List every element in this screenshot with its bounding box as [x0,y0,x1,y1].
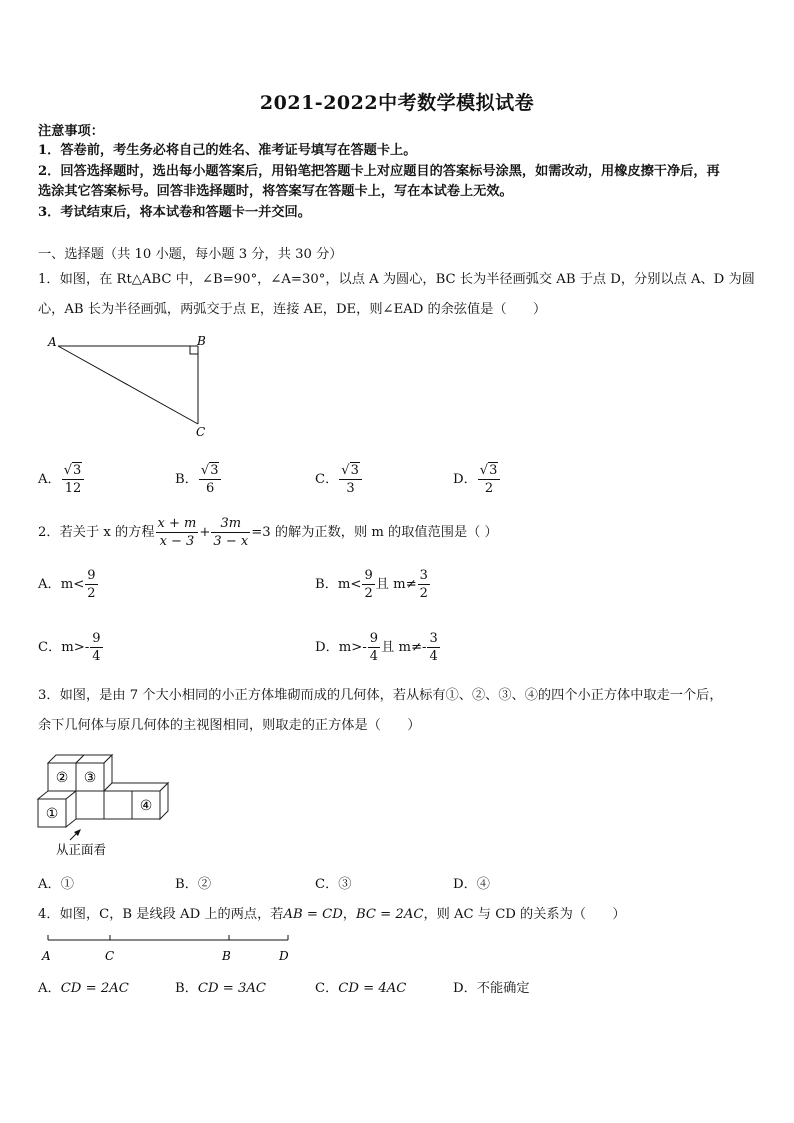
fraction-denominator: 3 − x [213,534,249,549]
q3-cube-figure [36,748,196,860]
point-label-b: B [222,949,231,963]
q4-text-post: ，则 AC 与 CD 的关系为（ ） [423,907,626,922]
option-denominator: 3 [346,481,355,496]
option-numerator: 9 [87,568,96,583]
option-text: 不能确定 [476,981,530,996]
notice-heading: 注意事项： [38,124,104,139]
option-letter: B． [175,981,198,996]
option-letter: A． [38,472,61,487]
option-numerator: 3 [210,463,219,478]
fraction-numerator: 3m [211,515,250,533]
point-label-a: A [42,949,51,963]
q4-option-c[interactable] [315,977,406,996]
option-denominator: 2 [484,481,494,496]
option-denominator: 2 [87,586,96,601]
q4-text-pre: 4．如图，C，B 是线段 AD 上的两点，若 [38,907,284,922]
q2-option-b[interactable] [315,567,431,602]
option-letter: D． [453,472,477,487]
q3-option-d[interactable]: D．④ [453,877,490,892]
option-numerator: 3 [73,463,82,478]
option-letter: C． [315,472,339,487]
point-label-d: D [279,949,289,963]
option-letter: D．m>- [315,640,367,655]
option-numerator: 9 [92,631,101,646]
cube-label-2: ② [55,770,69,786]
option-letter: C． [315,981,339,996]
option-denominator: 4 [369,649,379,664]
q4-equation-2: BC = 2AC [355,907,424,922]
q2-text-pre: 2．若关于 x 的方程 [38,525,155,540]
notice-item: 1．答卷前，考生务必将自己的姓名、准考证号填写在答题卡上。 [38,143,417,158]
q1-text-line1: 1．如图，在 Rt△ABC 中，∠B=90°，∠A=30°，以点 A 为圆心，BC 长为半径画弧交 AB 于点 D，分别以点 A、D 为圆 [38,272,755,287]
option-numerator: 9 [369,631,379,646]
page-title: 2021-2022中考数学模拟试卷 [259,92,535,114]
option-letter: A． [38,981,61,996]
option-numerator: 3 [489,463,498,478]
q4-option-b[interactable] [175,977,266,996]
option-numerator: 3 [350,463,359,478]
q2-option-c[interactable] [38,630,104,665]
option-denominator: 2 [364,586,373,601]
option-text: CD = 4AC [338,981,407,996]
q3-text-line2: 余下几何体与原几何体的主视图相同，则取走的正方体是（ ） [38,718,421,733]
q2-text-post: =3 的解为正数，则 m 的取值范围是（ ） [251,525,498,540]
option-letter: D． [453,981,477,996]
notice-item: 3．考试结束后，将本试卷和答题卡一并交回。 [38,205,311,220]
q3-option-b[interactable]: B．② [175,877,212,892]
q4-option-a[interactable] [38,977,129,996]
q1-option-a[interactable]: A． $\frac{√3}{12}$ [38,462,85,497]
option-text: CD = 2AC [60,981,129,996]
vertex-label-c: C [196,425,206,439]
fraction-numerator: x + m [157,516,197,531]
notice-item: 选涂其它答案标号。回答非选择题时，将答案写在答题卡上，写在本试卷上无效。 [38,184,513,199]
option-text: CD = 3AC [197,981,266,996]
q3-text-line1: 3．如图，是由 7 个大小相同的小正方体堆砌而成的几何体，若从标有①、②、③、④的四个小正方体中取走一个后， [38,688,723,703]
cube-label-3: ③ [83,770,97,786]
q2-option-d[interactable] [315,630,441,665]
notice-item: 2．回答选择题时，选出每小题答案后，用铅笔把答题卡上对应题目的答案标号涂黑，如需改动，用橡皮擦干净后，再 [38,164,720,179]
section-heading: 一、选择题（共 10 小题，每小题 3 分，共 30 分） [38,247,343,262]
q4-equation-1: AB = CD [283,907,343,922]
q4-option-d[interactable] [453,977,530,996]
option-denominator: 12 [64,481,82,496]
option-denominator: 4 [92,649,101,664]
option-tail: 且 m≠- [381,640,427,655]
option-denominator: 4 [429,649,438,664]
q1-option-c[interactable]: C． $\frac{√3}{3}$ [315,462,363,497]
q4-comma: ， [342,907,356,922]
fraction-denominator: x − 3 [159,534,195,549]
option-denominator: 6 [206,481,215,496]
option-letter: B．m< [315,577,362,592]
q4-question [38,903,626,922]
point-label-c: C [105,949,115,963]
option-letter: B． [175,472,198,487]
q1-triangle-figure [44,332,224,444]
cube-label-4: ④ [139,798,153,814]
q2-option-a[interactable] [38,567,99,602]
view-direction-label: 从正面看 [56,842,107,857]
q1-text-line2: 心，AB 长为半径画弧，两弧交于点 E，连接 AE，DE，则∠EAD 的余弦值是（ ） [38,302,547,317]
vertex-label-a: A [48,335,57,349]
plus-sign: + [199,525,211,540]
q3-option-c[interactable]: C．③ [315,877,352,892]
option-letter: C．m>- [38,640,90,655]
q4-segment-figure [36,930,306,966]
option-numerator: 9 [364,568,373,583]
option-letter: A．m< [38,577,85,592]
q3-option-a[interactable]: A．① [38,877,74,892]
q1-option-d[interactable]: D． $\frac{√3}{2}$ [453,462,501,497]
option-numerator: 3 [419,568,428,583]
option-denominator: 2 [419,586,428,601]
option-numerator: 3 [429,631,438,646]
cube-label-1: ① [45,806,59,822]
q2-question [38,515,498,550]
option-tail: 且 m≠ [375,577,417,592]
vertex-label-b: B [197,334,206,348]
q1-option-b[interactable]: B． $\frac{√3}{6}$ [175,462,222,497]
